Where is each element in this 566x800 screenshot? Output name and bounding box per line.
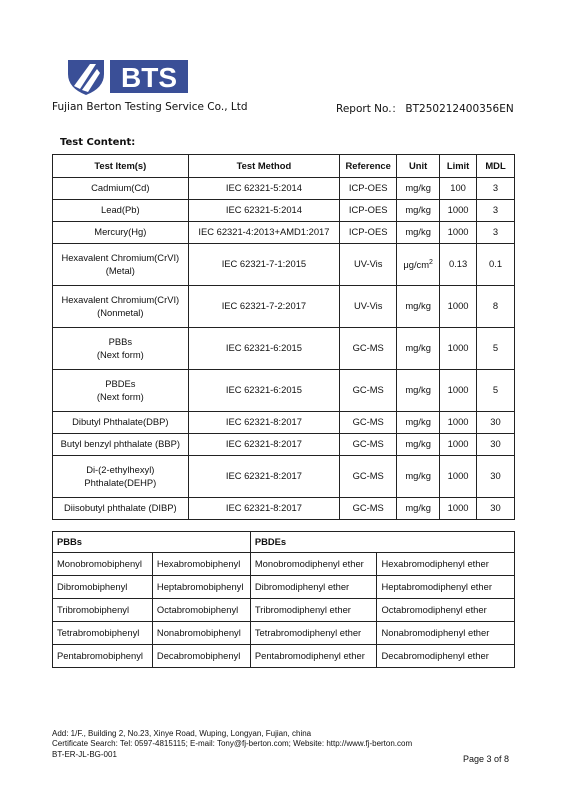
- unit: mg/kg: [397, 456, 440, 498]
- test-item-line-1: Hexavalent Chromium(CrVI): [61, 251, 180, 263]
- test-item-line-1: Di-(2-ethylhexyl): [86, 463, 155, 475]
- reference: UV-Vis: [340, 244, 397, 286]
- header-unit: Unit: [397, 155, 440, 178]
- test-item: [53, 244, 189, 286]
- limit: 1000: [440, 286, 477, 328]
- pbde-cell: Monobromodiphenyl ether: [250, 553, 377, 576]
- header-limit: Limit: [440, 155, 477, 178]
- shield-icon: [68, 60, 104, 95]
- page-number: Page 3 of 8: [462, 754, 509, 764]
- table-row: [53, 286, 515, 328]
- company-name: Fujian Berton Testing Service Co., Ltd: [52, 101, 248, 113]
- test-item-line-2: Phthalate(DEHP): [84, 476, 157, 488]
- mdl: 5: [477, 328, 515, 370]
- bts-logo: [66, 56, 190, 96]
- footer-doc-code: BT-ER-JL-BG-001: [52, 749, 117, 759]
- table-row: [53, 576, 515, 599]
- table-row: [53, 456, 515, 498]
- test-item-line-2: (Next form): [96, 390, 144, 402]
- table-header-row: [53, 155, 515, 178]
- mdl: 30: [477, 456, 515, 498]
- pbde-cell: Octabromodiphenyl ether: [377, 599, 515, 622]
- test-method: IEC 62321-8:2017: [188, 434, 340, 456]
- limit: 1000: [440, 328, 477, 370]
- table-row: [53, 498, 515, 520]
- table-row: [53, 434, 515, 456]
- test-item: Diisobutyl phthalate (DIBP): [53, 498, 189, 520]
- reference: GC-MS: [340, 370, 397, 412]
- footer-certificate: Certificate Search: Tel: 0597-4815115; E-mail: Tony@fj-berton.com; Website: http://www.fj-berton.com: [52, 739, 413, 749]
- test-method: IEC 62321-7-2:2017: [188, 286, 340, 328]
- table-row: [53, 412, 515, 434]
- test-item-line-1: PBBs: [108, 335, 133, 347]
- test-item-line-1: PBDEs: [105, 377, 136, 389]
- reference: ICP-OES: [340, 200, 397, 222]
- pbb-cell: Heptabromobiphenyl: [152, 576, 250, 599]
- table-row: [53, 645, 515, 668]
- limit: 1000: [440, 498, 477, 520]
- limit: 1000: [440, 434, 477, 456]
- test-item-line-2: (Nonmetal): [97, 306, 144, 318]
- header-mdl: MDL: [477, 155, 515, 178]
- test-item-line-2: (Metal): [105, 264, 135, 276]
- limit: 1000: [440, 412, 477, 434]
- pbde-cell: Tribromodiphenyl ether: [250, 599, 377, 622]
- unit: mg/kg: [397, 370, 440, 412]
- table-row: [53, 370, 515, 412]
- unit: mg/kg: [397, 286, 440, 328]
- table-row: [53, 599, 515, 622]
- unit: mg/kg: [397, 412, 440, 434]
- pbde-cell: Pentabromodiphenyl ether: [250, 645, 377, 668]
- reference: GC-MS: [340, 328, 397, 370]
- mdl: 5: [477, 370, 515, 412]
- mdl: 30: [477, 412, 515, 434]
- test-item: Lead(Pb): [53, 200, 189, 222]
- limit: 0.13: [440, 244, 477, 286]
- report-number: Report No.： BT250212400356EN: [336, 103, 514, 115]
- unit: mg/kg: [397, 222, 440, 244]
- mdl: 8: [477, 286, 515, 328]
- mdl: 3: [477, 200, 515, 222]
- pbde-cell: Heptabromodiphenyl ether: [377, 576, 515, 599]
- pbb-cell: Tetrabromobiphenyl: [53, 622, 153, 645]
- test-method: IEC 62321-5:2014: [188, 200, 340, 222]
- mdl: 3: [477, 178, 515, 200]
- mdl: 3: [477, 222, 515, 244]
- table-row: [53, 222, 515, 244]
- reference: UV-Vis: [340, 286, 397, 328]
- unit: [397, 244, 440, 286]
- table-row: [53, 244, 515, 286]
- reference: GC-MS: [340, 434, 397, 456]
- test-item-line-2: (Next form): [96, 348, 144, 360]
- substances-table: [52, 531, 515, 668]
- logo-text: BTS: [121, 62, 177, 93]
- pbb-cell: Dibromobiphenyl: [53, 576, 153, 599]
- pbb-cell: Hexabromobiphenyl: [152, 553, 250, 576]
- test-item: [53, 456, 189, 498]
- reference: GC-MS: [340, 456, 397, 498]
- test-method: IEC 62321-8:2017: [188, 412, 340, 434]
- pbb-cell: Tribromobiphenyl: [53, 599, 153, 622]
- header-pbdes: PBDEs: [250, 532, 514, 553]
- table-row: [53, 622, 515, 645]
- table-row: [53, 553, 515, 576]
- unit: mg/kg: [397, 434, 440, 456]
- reference: GC-MS: [340, 498, 397, 520]
- unit-base: μg/cm: [403, 258, 430, 270]
- pbb-cell: Decabromobiphenyl: [152, 645, 250, 668]
- test-method: IEC 62321-5:2014: [188, 178, 340, 200]
- test-item: Dibutyl Phthalate(DBP): [53, 412, 189, 434]
- header-pbbs: PBBs: [53, 532, 251, 553]
- limit: 1000: [440, 222, 477, 244]
- pbb-cell: Pentabromobiphenyl: [53, 645, 153, 668]
- pbb-cell: Nonabromobiphenyl: [152, 622, 250, 645]
- limit: 1000: [440, 370, 477, 412]
- reference: ICP-OES: [340, 222, 397, 244]
- test-item: [53, 286, 189, 328]
- substances-header-row: [53, 532, 515, 553]
- limit: 100: [440, 178, 477, 200]
- test-method: IEC 62321-6:2015: [188, 328, 340, 370]
- test-method: IEC 62321-8:2017: [188, 498, 340, 520]
- test-item: Butyl benzyl phthalate (BBP): [53, 434, 189, 456]
- limit: 1000: [440, 456, 477, 498]
- unit: mg/kg: [397, 498, 440, 520]
- table-row: [53, 178, 515, 200]
- header-reference: Reference: [340, 155, 397, 178]
- mdl: 30: [477, 498, 515, 520]
- header-test-method: Test Method: [188, 155, 340, 178]
- unit: mg/kg: [397, 328, 440, 370]
- test-item-line-1: Hexavalent Chromium(CrVI): [61, 293, 180, 305]
- unit: mg/kg: [397, 178, 440, 200]
- test-item: [53, 328, 189, 370]
- table-row: [53, 200, 515, 222]
- test-method: IEC 62321-6:2015: [188, 370, 340, 412]
- pbde-cell: Nonabromodiphenyl ether: [377, 622, 515, 645]
- test-item: Cadmium(Cd): [53, 178, 189, 200]
- pbb-cell: Octabromobiphenyl: [152, 599, 250, 622]
- reference: GC-MS: [340, 412, 397, 434]
- pbb-cell: Monobromobiphenyl: [53, 553, 153, 576]
- pbde-cell: Dibromodiphenyl ether: [250, 576, 377, 599]
- section-title: Test Content:: [60, 137, 136, 148]
- unit: mg/kg: [397, 200, 440, 222]
- pbde-cell: Hexabromodiphenyl ether: [377, 553, 515, 576]
- test-method: IEC 62321-8:2017: [188, 456, 340, 498]
- table-row: [53, 328, 515, 370]
- test-content-table: [52, 154, 515, 520]
- test-method: IEC 62321-4:2013+AMD1:2017: [188, 222, 340, 244]
- limit: 1000: [440, 200, 477, 222]
- footer: [52, 729, 412, 760]
- reference: ICP-OES: [340, 178, 397, 200]
- pbde-cell: Decabromodiphenyl ether: [377, 645, 515, 668]
- unit-superscript: 2: [429, 258, 433, 266]
- header-test-item: Test Item(s): [53, 155, 189, 178]
- test-method: IEC 62321-7-1:2015: [188, 244, 340, 286]
- test-item: Mercury(Hg): [53, 222, 189, 244]
- pbde-cell: Tetrabromodiphenyl ether: [250, 622, 377, 645]
- test-item: [53, 370, 189, 412]
- footer-address: Add: 1/F., Building 2, No.23, Xinye Road, Wuping, Longyan, Fujian, china: [52, 729, 312, 738]
- mdl: 30: [477, 434, 515, 456]
- mdl: 0.1: [477, 244, 515, 286]
